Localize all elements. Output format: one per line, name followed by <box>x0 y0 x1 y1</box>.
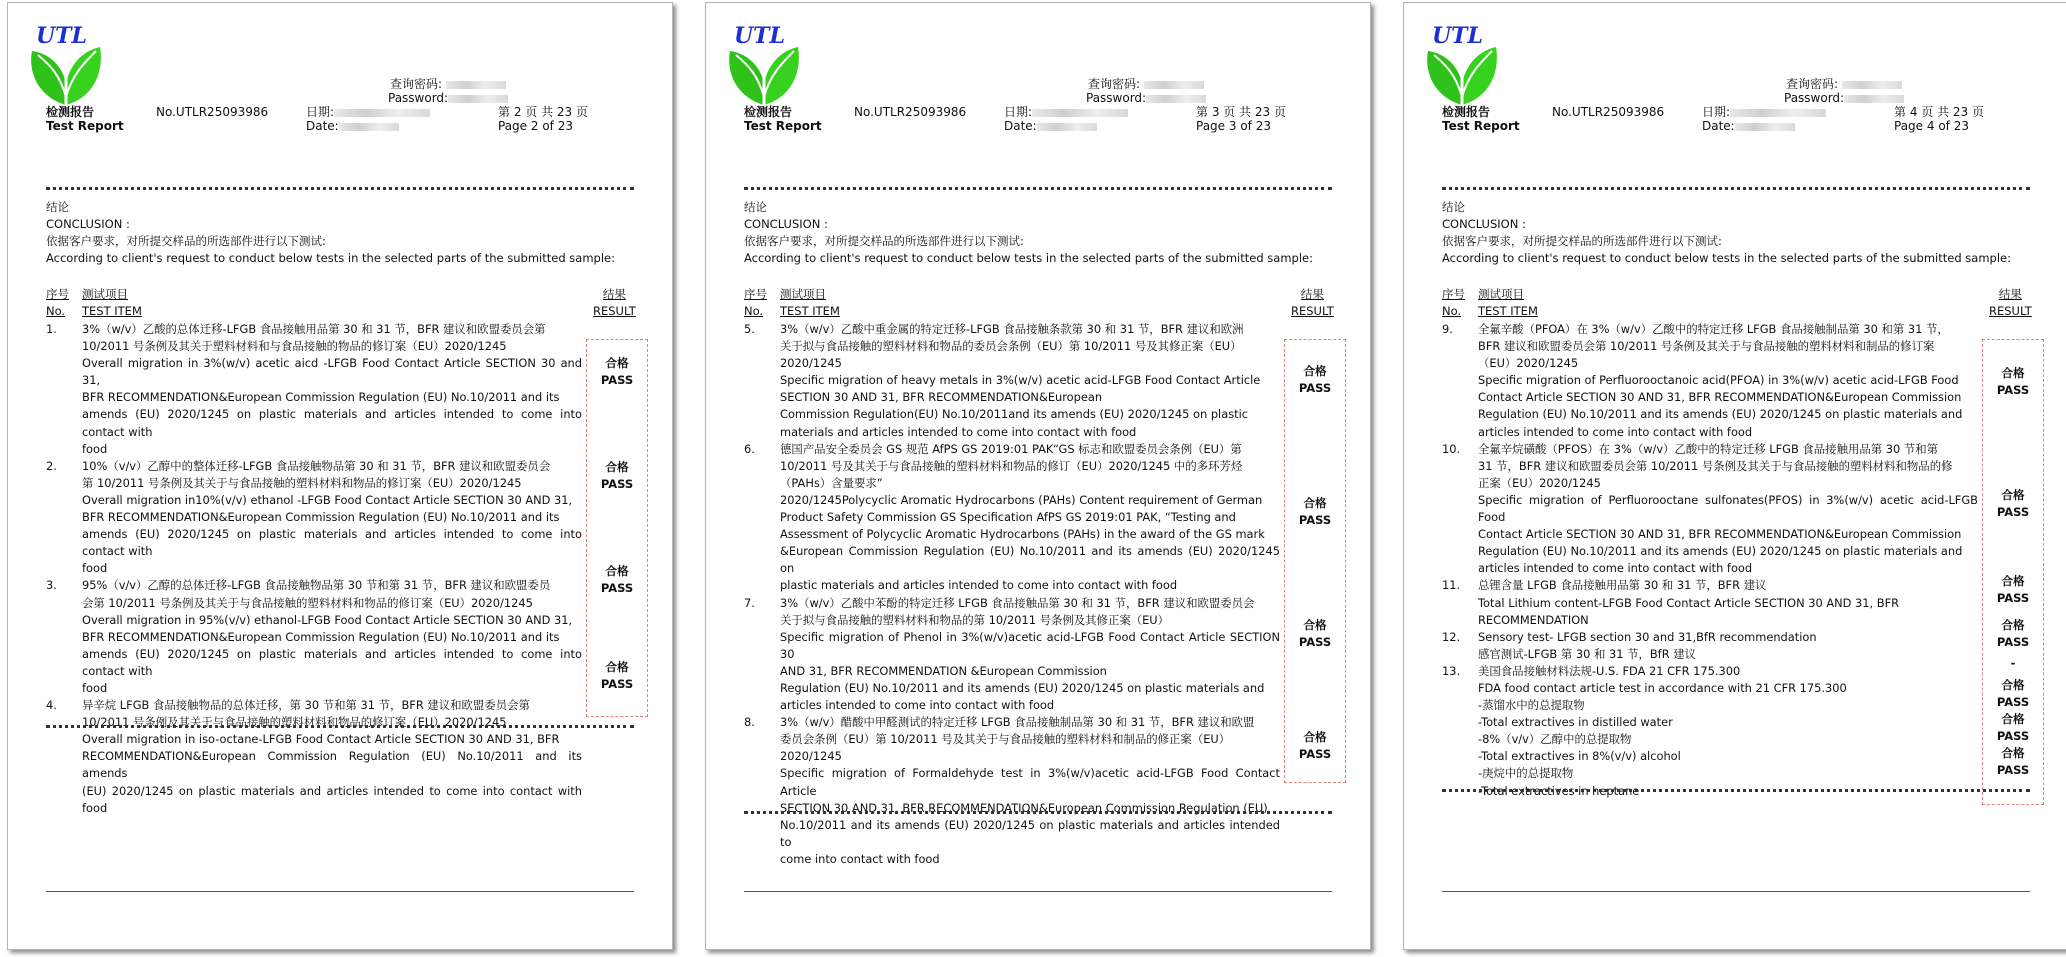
report-title-en: Test Report <box>744 119 822 133</box>
report-title-cn: 检测报告 <box>744 105 793 119</box>
page-indicator-en: Page 2 of 23 <box>498 119 573 133</box>
result-dash: - <box>2010 656 2016 670</box>
separator-top <box>744 187 1332 190</box>
date-label-en: Date: <box>1004 119 1037 133</box>
footer-line <box>744 891 1332 892</box>
date-label-cn: 日期: <box>1702 105 1731 119</box>
result-pass: 合格 PASS <box>1996 746 2030 777</box>
col-result-header: 结果 RESULT <box>1989 287 2032 318</box>
password-label-en: Password: <box>388 91 449 105</box>
password-label-cn: 查询密码: <box>390 77 443 91</box>
separator-top <box>46 187 634 190</box>
result-pass: 合格 PASS <box>1298 730 1332 761</box>
test-item: 2. 10%（v/v）乙醇中的整体迁移-LFGB 食品接触物品第 30 和 31 节，BFR 建议和欧盟委员会 第 10/2011 号条例及其关于与食品接触的塑料材料和物品的修订案（EU）2020/1245 Overall migration in10%(v/v) ethanol -LFGB Food Contact Article SECTION 30 AND 31, BFR RECOMMENDATION&European Commission Regulation (EU) No.10/2011 and its amends (EU) 2020/1245 on plastic materials and articles intended to come into contact with food <box>46 458 582 576</box>
test-item: 12. Sensory test- LFGB section 30 and 31,BfR recommendation 感官测试-LFGB 第 30 和 31 节，BfR 建议 <box>1442 629 1817 661</box>
separator-top <box>1442 187 2030 190</box>
separator-bottom <box>744 811 1332 814</box>
page-indicator-en: Page 4 of 23 <box>1894 119 1969 133</box>
page-indicator-cn: 第 2 页 共 23 页 <box>498 105 588 119</box>
col-no-header: 序号 No. <box>46 287 69 318</box>
password-label-en: Password: <box>1784 91 1845 105</box>
test-item: 9. 全氟辛酸（PFOA）在 3%（w/v）乙酸中的特定迁移 LFGB 食品接触制品第 30 和第 31 节， BFR 建议和欧盟委员会第 10/2011 号条例及其关于与食品接触的塑料材料和制品的修订案 （EU）2020/1245 Specific migration of Perfluorooctanoic acid(PFOA) in 3%(w/v) acetic acid-LFGB Food Contact Article SECTION 30 AND 31, BFR RECOMMENDATION&European Commission Regulation (EU) No.10/2011 and its amends (EU) 2020/1245 on plastic materials and articles intended to come into contact with food <box>1442 322 1963 439</box>
test-item: 1. 3%（w/v）乙酸的总体迁移-LFGB 食品接触用品第 30 和 31 节，BFR 建议和欧盟委员会第 10/2011 号条例及其关于塑料材料和与食品接触的物品的修订案（EU）2020/1245 Overall migration in 3%(w/v) acetic aicd -LFGB Food Contact Article SECTION 30 and 31, BFR RECOMMENDATION&European Commission Regulation (EU) No.10/2011 and its amends (EU) 2020/1245 on plastic materials and articles intended to come into contact with food <box>46 322 582 456</box>
report-title-en: Test Report <box>46 119 124 133</box>
conclusion-block: 结论 CONCLUSION : 依据客户要求，对所提交样品的所选部件进行以下测试: According to client's request to conduct below tests in the selected parts of the submitted sample: <box>744 200 1313 265</box>
result-pass: 合格 PASS <box>600 460 634 491</box>
test-item: 4. 异辛烷 LFGB 食品接触物品的总体迁移，第 30 节和第 31 节，BFR 建议和欧盟委员会第 10/2011 号条例及其关于与食品接触的塑料材料和物品的修订案（EU）2020/1245 Overall migration in iso-octane-LFGB Food Contact Article SECTION 30 AND 31, BFR RECOMMENDATION&European Commission Regulation (EU) No.10/2011 and its amends (EU) 2020/1245 on plastic materials and articles intended to come into contact with food <box>46 698 582 815</box>
test-item: 7. 3%（w/v）乙酸中苯酚的特定迁移 LFGB 食品接触品第 30 和 31 节，BFR 建议和欧盟委员会 关于拟与食品接触的塑料材料和物品的第 10/2011 号条例及其修正案（EU） Specific migration of Phenol in 3%(w/v)acetic acid-LFGB Food Contact Article SECTION 30 AND 31, BFR RECOMMENDATION &European Commission Regulation (EU) No.10/2011 and its amends (EU) 2020/1245 on plastic materials and articles intended to come into contact with food <box>744 595 1280 713</box>
report-page-4 <box>1403 2 2066 950</box>
result-pass: 合格 PASS <box>1996 366 2030 397</box>
report-page-2 <box>7 2 673 950</box>
footer-line <box>1442 891 2030 892</box>
footer-line <box>46 891 634 892</box>
svg-text:UTL: UTL <box>1432 23 1484 49</box>
result-pass: 合格 PASS <box>1996 618 2030 649</box>
col-item-header: 测试项目 TEST ITEM <box>1478 287 1538 318</box>
utl-leaf-logo-icon <box>26 17 106 109</box>
result-highlight-box <box>1284 339 1346 783</box>
result-pass: 合格 PASS <box>1996 712 2030 743</box>
col-no-header: 序号 No. <box>1442 287 1465 318</box>
result-pass: 合格 PASS <box>600 564 634 595</box>
password-label-cn: 查询密码: <box>1088 77 1141 91</box>
svg-text:UTL: UTL <box>734 23 786 49</box>
report-number: No.UTLR25093986 <box>1552 105 1665 119</box>
utl-leaf-logo-icon <box>724 17 804 109</box>
result-pass: 合格 PASS <box>1298 618 1332 649</box>
col-item-header: 测试项目 TEST ITEM <box>82 287 142 318</box>
test-items-list <box>744 321 1280 868</box>
test-item: 5. 3%（w/v）乙酸中重金属的特定迁移-LFGB 食品接触条款第 30 和 31 节，BFR 建议和欧洲 关于拟与食品接触的塑料材料和物品的委员会条例（EU）第 10/2011 号及其修正案（EU） 2020/1245 Specific migration of heavy metals in 3%(w/v) acetic acid-LFGB Food Contact Article SECTION 30 AND 31, BFR RECOMMENDATION&European Commission Regulation(EU) No.10/2011and its amends (EU) 2020/1245 on plastic materials and articles intended to come into contact with food <box>744 322 1261 439</box>
password-label-en: Password: <box>1086 91 1147 105</box>
report-title-cn: 检测报告 <box>46 105 95 119</box>
report-number: No.UTLR25093986 <box>156 105 269 119</box>
col-result-header: 结果 RESULT <box>593 287 636 318</box>
result-pass: 合格 PASS <box>1298 496 1332 527</box>
date-label-en: Date: <box>1702 119 1735 133</box>
result-pass: 合格 PASS <box>1298 364 1332 395</box>
utl-leaf-logo-icon <box>1422 17 1502 109</box>
date-label-cn: 日期: <box>306 105 335 119</box>
col-item-header: 测试项目 TEST ITEM <box>780 287 840 318</box>
result-pass: 合格 PASS <box>600 356 634 387</box>
page-indicator-cn: 第 3 页 共 23 页 <box>1196 105 1286 119</box>
result-pass: 合格 PASS <box>600 660 634 691</box>
col-result-header: 结果 RESULT <box>1291 287 1334 318</box>
result-pass: 合格 PASS <box>1996 574 2030 605</box>
report-title-en: Test Report <box>1442 119 1520 133</box>
separator-bottom <box>1442 789 2030 792</box>
separator-bottom <box>46 725 634 728</box>
test-item: 8. 3%（w/v）醋酸中甲醛测试的特定迁移 LFGB 食品接触制品第 30 和 31 节，BFR 建议和欧盟 委员会条例（EU）第 10/2011 号及其关于与食品接触的塑料材料和制品的修正案（EU） 2020/1245 Specific migration of Formaldehyde test in 3%(w/v)acetic acid-LFGB Food Contact Article SECTION 30 AND 31, BFR RECOMMENDATION&European Commission Regulation (EU) No.10/2011 and its amends (EU) 2020/1245 on plastic materials and articles intended to come into contact with food <box>744 715 1280 866</box>
col-no-header: 序号 No. <box>744 287 767 318</box>
svg-text:UTL: UTL <box>36 23 88 49</box>
test-item: 3. 95%（v/v）乙醇的总体迁移-LFGB 食品接触物品第 30 节和第 31 节，BFR 建议和欧盟委员 会第 10/2011 号条例及其关于与食品接触的塑料材料和物品的修订案（EU）2020/1245 Overall migration in 95%(v/v) ethanol-LFGB Food Contact Article SECTION 30 AND 31, BFR RECOMMENDATION&European Commission Regulation (EU) No.10/2011 and its amends (EU) 2020/1245 on plastic materials and articles intended to come into contact with food <box>46 578 582 695</box>
page-indicator-cn: 第 4 页 共 23 页 <box>1894 105 1984 119</box>
report-page-3 <box>705 2 1371 950</box>
date-label-en: Date: <box>306 119 339 133</box>
test-item: 10. 全氟辛烷磺酸（PFOS）在 3%（w/v）乙酸中的特定迁移 LFGB 食品接触用品第 30 节和第 31 节，BFR 建议和欧盟委员会第 10/2011 号条例及其关于与食品接触的塑料材料和物品的修 正案（EU）2020/1245 Specific migration of Perfluorooctane sulfonates(PFOS) in 3%(w/v) acetic acid-LFGB Food Contact Article SECTION 30 AND 31, BFR RECOMMENDATION&European Commission Regulation (EU) No.10/2011 and its amends (EU) 2020/1245 on plastic materials and articles intended to come into contact with food <box>1442 441 1978 576</box>
conclusion-block: 结论 CONCLUSION : 依据客户要求，对所提交样品的所选部件进行以下测试: According to client's request to conduct below tests in the selected parts of the submitted sample: <box>1442 200 2011 265</box>
report-title-cn: 检测报告 <box>1442 105 1491 119</box>
page-indicator-en: Page 3 of 23 <box>1196 119 1271 133</box>
password-label-cn: 查询密码: <box>1786 77 1839 91</box>
result-pass: 合格 PASS <box>1996 678 2030 709</box>
test-items-list <box>1442 321 1978 800</box>
test-items-list <box>46 321 582 817</box>
report-number: No.UTLR25093986 <box>854 105 967 119</box>
test-item: 13. 美国食品接触材料法规-U.S. FDA 21 CFR 175.300 FDA food contact article test in accordance with 21 CFR 175.300 -蒸馏水中的总提取物 -Total extractives in distilled water -8%（v/v）乙醇中的总提取物 -Total extractives in 8%(v/v) alcohol -庚烷中的总提取物 -Total extractives in heptane <box>1442 663 1847 798</box>
result-pass: 合格 PASS <box>1996 488 2030 519</box>
test-item: 6. 德国产品安全委员会 GS 规范 AfPS GS 2019:01 PAK“GS 标志和欧盟委员会条例（EU）第 10/2011 号及其关于与食品接触的塑料材料和物品的修订（EU）2020/1245 中的多环芳烃 （PAHs）含量要求” 2020/1245Polycyclic Aromatic Hydrocarbons (PAHs) Content requirement of German Product Safety Commission GS Specification AfPS GS 2019:01 PAK, “Testing and Assessment of Polycyclic Aromatic Hydrocarbons (PAHs) in the award of the GS mark &European Commission Regulation (EU) No.10/2011 and its amends (EU) 2020/1245 on plastic materials and articles intended to come into contact with food <box>744 441 1280 593</box>
conclusion-block: 结论 CONCLUSION : 依据客户要求，对所提交样品的所选部件进行以下测试: According to client's request to conduct below tests in the selected parts of the submitted sample: <box>46 200 615 265</box>
test-item: 11. 总锂含量 LFGB 食品接触用品第 30 和 31 节，BFR 建议 Total Lithium content-LFGB Food Contact Article SECTION 30 AND 31, BFR RECOMMENDATION <box>1442 578 1900 627</box>
date-label-cn: 日期: <box>1004 105 1033 119</box>
